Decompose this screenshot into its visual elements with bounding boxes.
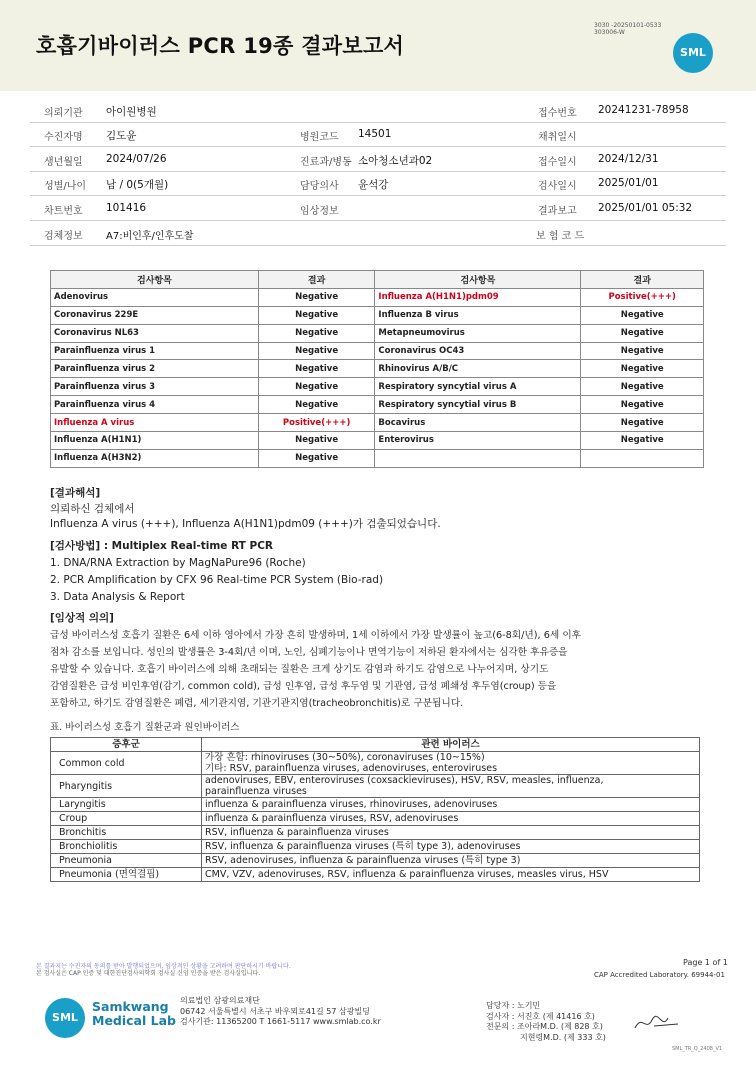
signatories [486,1001,606,1043]
syndrome: Common cold [51,752,202,775]
test-item: Coronavirus 229E [51,306,259,324]
virus-line: CMV, VZV, adenoviruses, RSV, influenza & parainfluenza viruses, measles virus, HSV [205,869,609,880]
related-viruses [202,840,700,854]
info-label: 성별/나이 [44,181,87,192]
test-result: Negative [258,360,375,378]
section-title: [검사방법] : Multiplex Real-time RT PCR [50,540,273,552]
test-item: Influenza A(H1N1) [51,432,259,450]
report-title: 호흡기바이러스 PCR 19종 결과보고서 [36,34,405,58]
org-contact: 검사기관: 11365200 T 1661-5117 www.smlab.co.kr [180,1017,381,1026]
results-table [50,270,704,468]
syndrome: Bronchitis [51,826,202,840]
col-header: 관련 바이러스 [202,738,700,752]
footer-note: 본 검사실은 CAP 인증 및 대한진단검사의학회 검사실 신임 인증을 받은 검사실입니다. [36,970,261,977]
virus-line: adenoviruses, EBV, enteroviruses (coxsackieviruses), HSV, RSV, measles, influenza, [205,775,604,786]
footer-notes [36,963,291,977]
info-value: A7:비인후/인후도찰 [106,231,194,242]
col-header: 결과 [258,271,375,289]
test-item: Influenza A(H1N1)pdm09 [375,288,581,306]
test-result: Negative [581,360,704,378]
org-info [180,996,381,1028]
syndrome: Pharyngitis [51,775,202,798]
text-line: 점차 감소를 보입니다. 성인의 발생률은 3-4회/년 이며, 노인, 심폐기능이나 면역기능이 저하된 환자에서는 심각한 후유증을 [50,647,568,658]
test-result: Negative [581,396,704,414]
col-header: 증후군 [51,738,202,752]
test-item: Parainfluenza virus 2 [51,360,259,378]
test-result: Negative [581,378,704,396]
brand-line: Medical Lab [92,1013,176,1028]
related-viruses [202,868,700,882]
signatory: 전문의 : 조아라M.D. (제 828 호) [486,1022,603,1031]
syndrome: Laryngitis [51,798,202,812]
info-label: 임상정보 [300,206,339,217]
text-line: 3. Data Analysis & Report [50,591,185,603]
test-result: Negative [581,414,704,432]
page-number: Page 1 of 1 [683,958,728,967]
virus-line: RSV, influenza & parainfluenza viruses [205,827,389,838]
clinical-section [50,610,581,712]
info-label: 의뢰기관 [44,108,83,119]
info-label: 수진자명 [44,132,83,143]
syndrome-table [50,737,700,882]
info-label: 채취일시 [538,132,577,143]
code-line-1: 3030 -20250101-0533 [594,22,662,29]
brand-name [92,1000,176,1028]
virus-line: RSV, influenza & parainfluenza viruses (특히 type 3), adenoviruses [205,841,521,852]
info-label: 병원코드 [300,132,339,143]
related-viruses [202,798,700,812]
method-section [50,538,383,606]
info-value: 2024/12/31 [598,153,659,165]
section-title: [임상적 의의] [50,612,114,624]
report-header [0,0,756,91]
test-result: Negative [258,432,375,450]
test-item: Metapneumovirus [375,324,581,342]
section-title: [결과해석] [50,487,101,499]
table-row [51,812,700,826]
info-value: 남 / 0(5개월) [106,179,169,191]
test-item: Respiratory syncytial virus A [375,378,581,396]
syndrome: Pneumonia (면역결핍) [51,868,202,882]
related-viruses [202,854,700,868]
footer-note: 본 결과지는 수진자의 동의를 받아 발행되었으며, 임상적인 상황을 고려하여 판단하시기 바랍니다. [36,963,291,970]
info-label: 접수번호 [538,108,577,119]
table-row [51,432,704,450]
org-address: 06742 서울특별시 서초구 바우뫼로41길 57 삼광빌딩 [180,1006,370,1016]
info-value: 윤석강 [358,179,389,191]
text-line: 급성 바이러스성 호흡기 질환은 6세 이하 영아에서 가장 흔히 발생하며, 1세 이하에서 가장 발생률이 높고(6-8회/년), 6세 이후 [50,630,582,641]
test-result: Positive(+++) [258,414,375,432]
info-value: 14501 [358,128,392,140]
info-label: 생년월일 [44,157,83,168]
test-result [581,449,704,467]
test-result: Positive(+++) [581,288,704,306]
table-row [51,378,704,396]
interpretation-section [50,485,441,532]
table-row [51,752,700,775]
cap-accreditation: CAP Accredited Laboratory. 69944-01 [594,971,725,979]
col-header: 검사항목 [51,271,259,289]
table-row [51,396,704,414]
info-label: 접수일시 [538,157,577,168]
info-value: 20241231-78958 [598,104,689,116]
test-result: Negative [258,288,375,306]
virus-line: RSV, adenoviruses, influenza & parainfluenza viruses (특히 type 3) [205,855,521,866]
virus-line: 가장 흔함: rhinoviruses (30~50%), coronaviruses (10~15%) [205,752,485,763]
table-row [51,288,704,306]
sml-logo-footer: SML [45,998,85,1038]
table-row [51,798,700,812]
signatory: 지현령M.D. (제 333 호) [520,1032,606,1042]
info-label: 검사일시 [538,181,577,192]
related-viruses [202,752,700,775]
test-result: Negative [258,342,375,360]
test-item: Coronavirus OC43 [375,342,581,360]
report-code [594,22,661,36]
virus-line: parainfluenza viruses [205,786,307,797]
code-line-2: 303006-W [594,29,625,36]
syndrome: Bronchiolitis [51,840,202,854]
table-row [51,306,704,324]
org-name: 의료법인 삼광의료재단 [180,996,260,1005]
table-row [51,360,704,378]
virus-line: 기타: RSV, parainfluenza viruses, adenoviruses, enteroviruses [205,763,498,774]
test-result: Negative [581,306,704,324]
test-result: Negative [258,324,375,342]
table-row [51,840,700,854]
info-label: 차트번호 [44,206,83,217]
test-item: Rhinovirus A/B/C [375,360,581,378]
table-row [51,342,704,360]
sml-logo: SML [673,33,713,73]
table-row [51,826,700,840]
text-line: 포함하고, 하기도 감염질환은 폐렴, 세기관지염, 기관기관지염(tracheobronchitis)로 구분됩니다. [50,698,464,709]
text-line: 1. DNA/RNA Extraction by MagNaPure96 (Roche) [50,557,306,569]
info-label: 보 험 코 드 [536,231,585,242]
syndrome: Croup [51,812,202,826]
syndrome: Pneumonia [51,854,202,868]
info-label: 담당의사 [300,181,339,192]
test-item: Respiratory syncytial virus B [375,396,581,414]
table-row [51,414,704,432]
text-line: 유발할 수 있습니다. 호흡기 바이러스에 의해 초래되는 질환은 크게 상기도 감염과 하기도 감염으로 나누어지며, 상기도 [50,664,549,675]
test-result: Negative [258,449,375,467]
info-label: 결과보고 [538,206,577,217]
table-row [51,449,704,467]
doc-id: SML_TR_Q_2408_V1 [672,1046,723,1052]
signatory: 검사자 : 서진호 (제 41416 호) [486,1011,595,1021]
test-result: Negative [258,396,375,414]
table-row [51,868,700,882]
info-label: 검체정보 [44,231,83,242]
brand-line: Samkwang [92,999,169,1014]
related-viruses [202,826,700,840]
text-line: Influenza A virus (+++), Influenza A(H1N1)pdm09 (+++)가 검출되었습니다. [50,518,441,530]
table-row [51,775,700,798]
test-item: Parainfluenza virus 3 [51,378,259,396]
text-line: 의뢰하신 검체에서 [50,503,135,515]
col-header: 검사항목 [375,271,581,289]
table-row [51,854,700,868]
related-viruses [202,812,700,826]
info-value: 2024/07/26 [106,153,167,165]
test-result: Negative [581,324,704,342]
test-result: Negative [258,306,375,324]
signature-icon [632,1010,682,1036]
text-line: 감염질환은 급성 비인후염(감기, common cold), 급성 인후염, 급성 후두염 및 기관염, 급성 폐쇄성 후두염(croup) 등을 [50,681,557,692]
info-value: 2025/01/01 [598,177,659,189]
info-value: 2025/01/01 05:32 [598,202,693,214]
virus-line: influenza & parainfluenza viruses, RSV, adenoviruses [205,813,459,824]
test-item: Influenza A virus [51,414,259,432]
table-caption: 표. 바이러스성 호흡기 질환군과 원인바이러스 [50,722,240,733]
test-item: Enterovirus [375,432,581,450]
text-line: 2. PCR Amplification by CFX 96 Real-time PCR System (Bio-rad) [50,574,384,586]
info-value: 김도윤 [106,130,137,142]
test-result: Negative [581,342,704,360]
test-item: Bocavirus [375,414,581,432]
table-row [51,324,704,342]
test-item: Adenovirus [51,288,259,306]
test-item: Influenza A(H3N2) [51,449,259,467]
test-item: Coronavirus NL63 [51,324,259,342]
related-viruses [202,775,700,798]
test-item: Parainfluenza virus 1 [51,342,259,360]
info-value: 101416 [106,202,147,214]
test-item: Influenza B virus [375,306,581,324]
test-result: Negative [258,378,375,396]
signatory: 담당자 : 노기민 [486,1001,541,1010]
info-value: 아이원병원 [106,106,157,118]
test-item [375,449,581,467]
virus-line: influenza & parainfluenza viruses, rhinoviruses, adenoviruses [205,799,498,810]
info-label: 진료과/병동 [300,157,352,168]
test-result: Negative [581,432,704,450]
test-item: Parainfluenza virus 4 [51,396,259,414]
col-header: 결과 [581,271,704,289]
info-value: 소아청소년과02 [358,155,433,167]
